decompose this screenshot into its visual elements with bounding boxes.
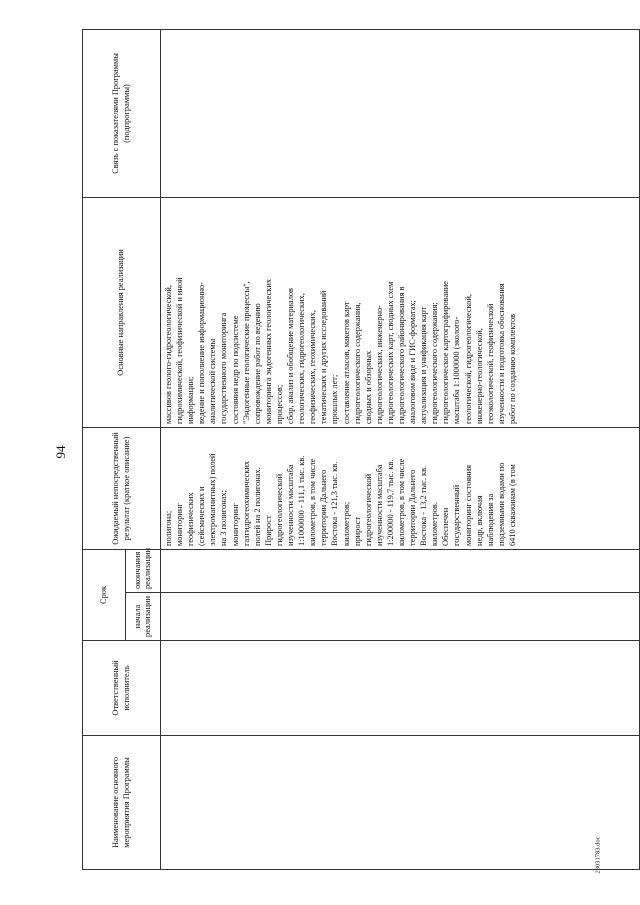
header-term: Срок <box>83 550 126 641</box>
direction-text-line: ведение и пополнение информационно- <box>197 282 207 424</box>
result-text-line: километров, в том числе <box>308 458 318 546</box>
direction-text-line: процессов; <box>274 384 284 424</box>
direction-text-line: аналоговом виде и ГИС-форматах; <box>408 300 418 424</box>
result-text-line: наблюдения за <box>485 493 495 546</box>
result-text-line: Востока - 121,3 тыс. кв. <box>330 461 340 546</box>
document-footer: 28031783.doc <box>594 836 602 874</box>
direction-text-line: геологических, гидрогеологических, <box>297 293 307 424</box>
header-program-indicators: Связь с показателями Программы (подпрограммы) <box>83 30 161 198</box>
direction-text-line: прошлых лет; <box>330 374 340 424</box>
result-text-line: (сейсмических и <box>197 486 207 546</box>
cell-executor <box>161 641 640 736</box>
cell-start <box>161 593 640 641</box>
direction-text-line: гидрогеологических, инженерно- <box>374 305 384 424</box>
page-number: 94 <box>53 445 68 459</box>
header-start: начала реализации <box>126 593 161 641</box>
result-text-line: полигона; <box>164 510 173 546</box>
result-text-line: геофизических <box>186 492 196 546</box>
direction-text-line: состояния недр по подсистеме <box>230 315 240 424</box>
result-text-line: 6410 скважинам (в том <box>507 464 517 546</box>
result-text-line: мониторинг <box>175 503 185 546</box>
direction-text-line: изученности и подготовка обоснования <box>496 283 506 424</box>
direction-text-line: актуализация и унификация карт <box>419 306 429 424</box>
result-text-line: мониторинг <box>230 503 240 546</box>
result-text-line: территории Дальнего <box>408 469 418 546</box>
result-text-line: километров; <box>341 501 351 546</box>
result-text-line: 1:1000000 - 111,1 тыс. кв. <box>297 455 307 546</box>
direction-text-line: геоэкологической, геофизической <box>485 303 495 424</box>
result-text-line: полей на 2 полигонах. <box>252 467 262 546</box>
direction-text-line: сбор, анализ и обобщение материалов <box>286 287 296 424</box>
direction-text-line: массивов геолого-гидрогеологической, <box>164 285 173 424</box>
result-text-line: изученности масштаба <box>286 464 296 546</box>
cell-main-directions <box>161 198 640 428</box>
direction-text-line: "Эндогенные геологические процессы", <box>241 281 251 424</box>
direction-text-line: гидрогеологических карт, сводных схем <box>385 281 395 424</box>
direction-text-line: гидрохимической, геофизической и иной <box>175 277 185 424</box>
header-end: окончания реализации <box>126 550 161 593</box>
result-text-line: территории Дальнего <box>319 469 329 546</box>
direction-text-line: инженерно-геологической, <box>474 328 484 424</box>
result-text-line: изученности масштаба <box>374 464 384 546</box>
direction-text-line: работ по созданию комплектов <box>507 313 517 424</box>
result-text-line: гидрогеологической <box>274 473 284 546</box>
result-text-line: гидрогеологической <box>363 473 373 546</box>
result-text-line: государственный <box>452 484 462 546</box>
result-text-line: прирост <box>352 516 362 546</box>
direction-text-line: геофизических, геохимических, <box>308 310 318 424</box>
header-executor: Ответственный исполнитель <box>83 641 161 736</box>
result-text-line: километров, в том числе <box>396 458 406 546</box>
direction-text-line: аналитической системы <box>208 338 218 424</box>
cell-end <box>161 550 640 593</box>
program-activities-table <box>82 29 640 870</box>
header-main-directions: Основные направления реализации <box>83 198 161 428</box>
direction-text-line: государственного мониторинга <box>219 312 229 424</box>
result-text-line: километров. <box>430 502 440 546</box>
result-text-line: подземными водами по <box>496 462 506 546</box>
cell-program-indicators <box>161 30 640 198</box>
direction-text-line: составление атласов, макетов карт <box>341 301 351 424</box>
direction-text-line: мониторинга эндогенных геологических <box>263 278 273 424</box>
result-text-line: Обеспечен <box>441 507 451 546</box>
direction-text-line: геологической, гидрогеологической, <box>463 294 473 424</box>
header-expected-result: Ожидаемый непосредственный результат (краткое описание) <box>83 428 161 550</box>
direction-text-line: масштаба 1:1000000 (эколого- <box>452 316 462 424</box>
result-text-line: на 3 полигонах; <box>219 490 229 546</box>
result-text-line: Прирост <box>263 515 273 546</box>
result-text-line: недр, включая <box>474 495 484 546</box>
direction-text-line: гидрогеологического содержания, <box>352 302 362 424</box>
result-text-line: мониторинг состояния <box>463 465 473 546</box>
direction-text-line: гидрогеологического содержания; <box>430 302 440 424</box>
rotated-table-wrapper <box>82 30 640 870</box>
direction-text-line: гидрогеологическое картографирование <box>441 281 451 424</box>
direction-text-line: сопровождение работ по ведению <box>252 303 262 424</box>
direction-text-line: сводных и обзорных <box>363 350 373 424</box>
result-text-line: 1:200000 - 119,7 тыс. кв. <box>385 459 395 546</box>
direction-text-line: тематических и других исследований <box>319 290 329 424</box>
direction-text-line: гидрогеологического районирования в <box>396 286 406 424</box>
result-text-line: электромагнитных) полей <box>208 453 218 546</box>
result-text-line: газгидрогеохимических <box>241 460 251 546</box>
header-activity-name: Наименование основного мероприятия Программы <box>83 736 161 870</box>
direction-text-line: информации; <box>186 376 196 424</box>
cell-expected-result <box>161 428 640 550</box>
result-text-line: Востока - 13,2 тыс. кв. <box>419 465 429 546</box>
cell-activity-name <box>161 736 640 870</box>
